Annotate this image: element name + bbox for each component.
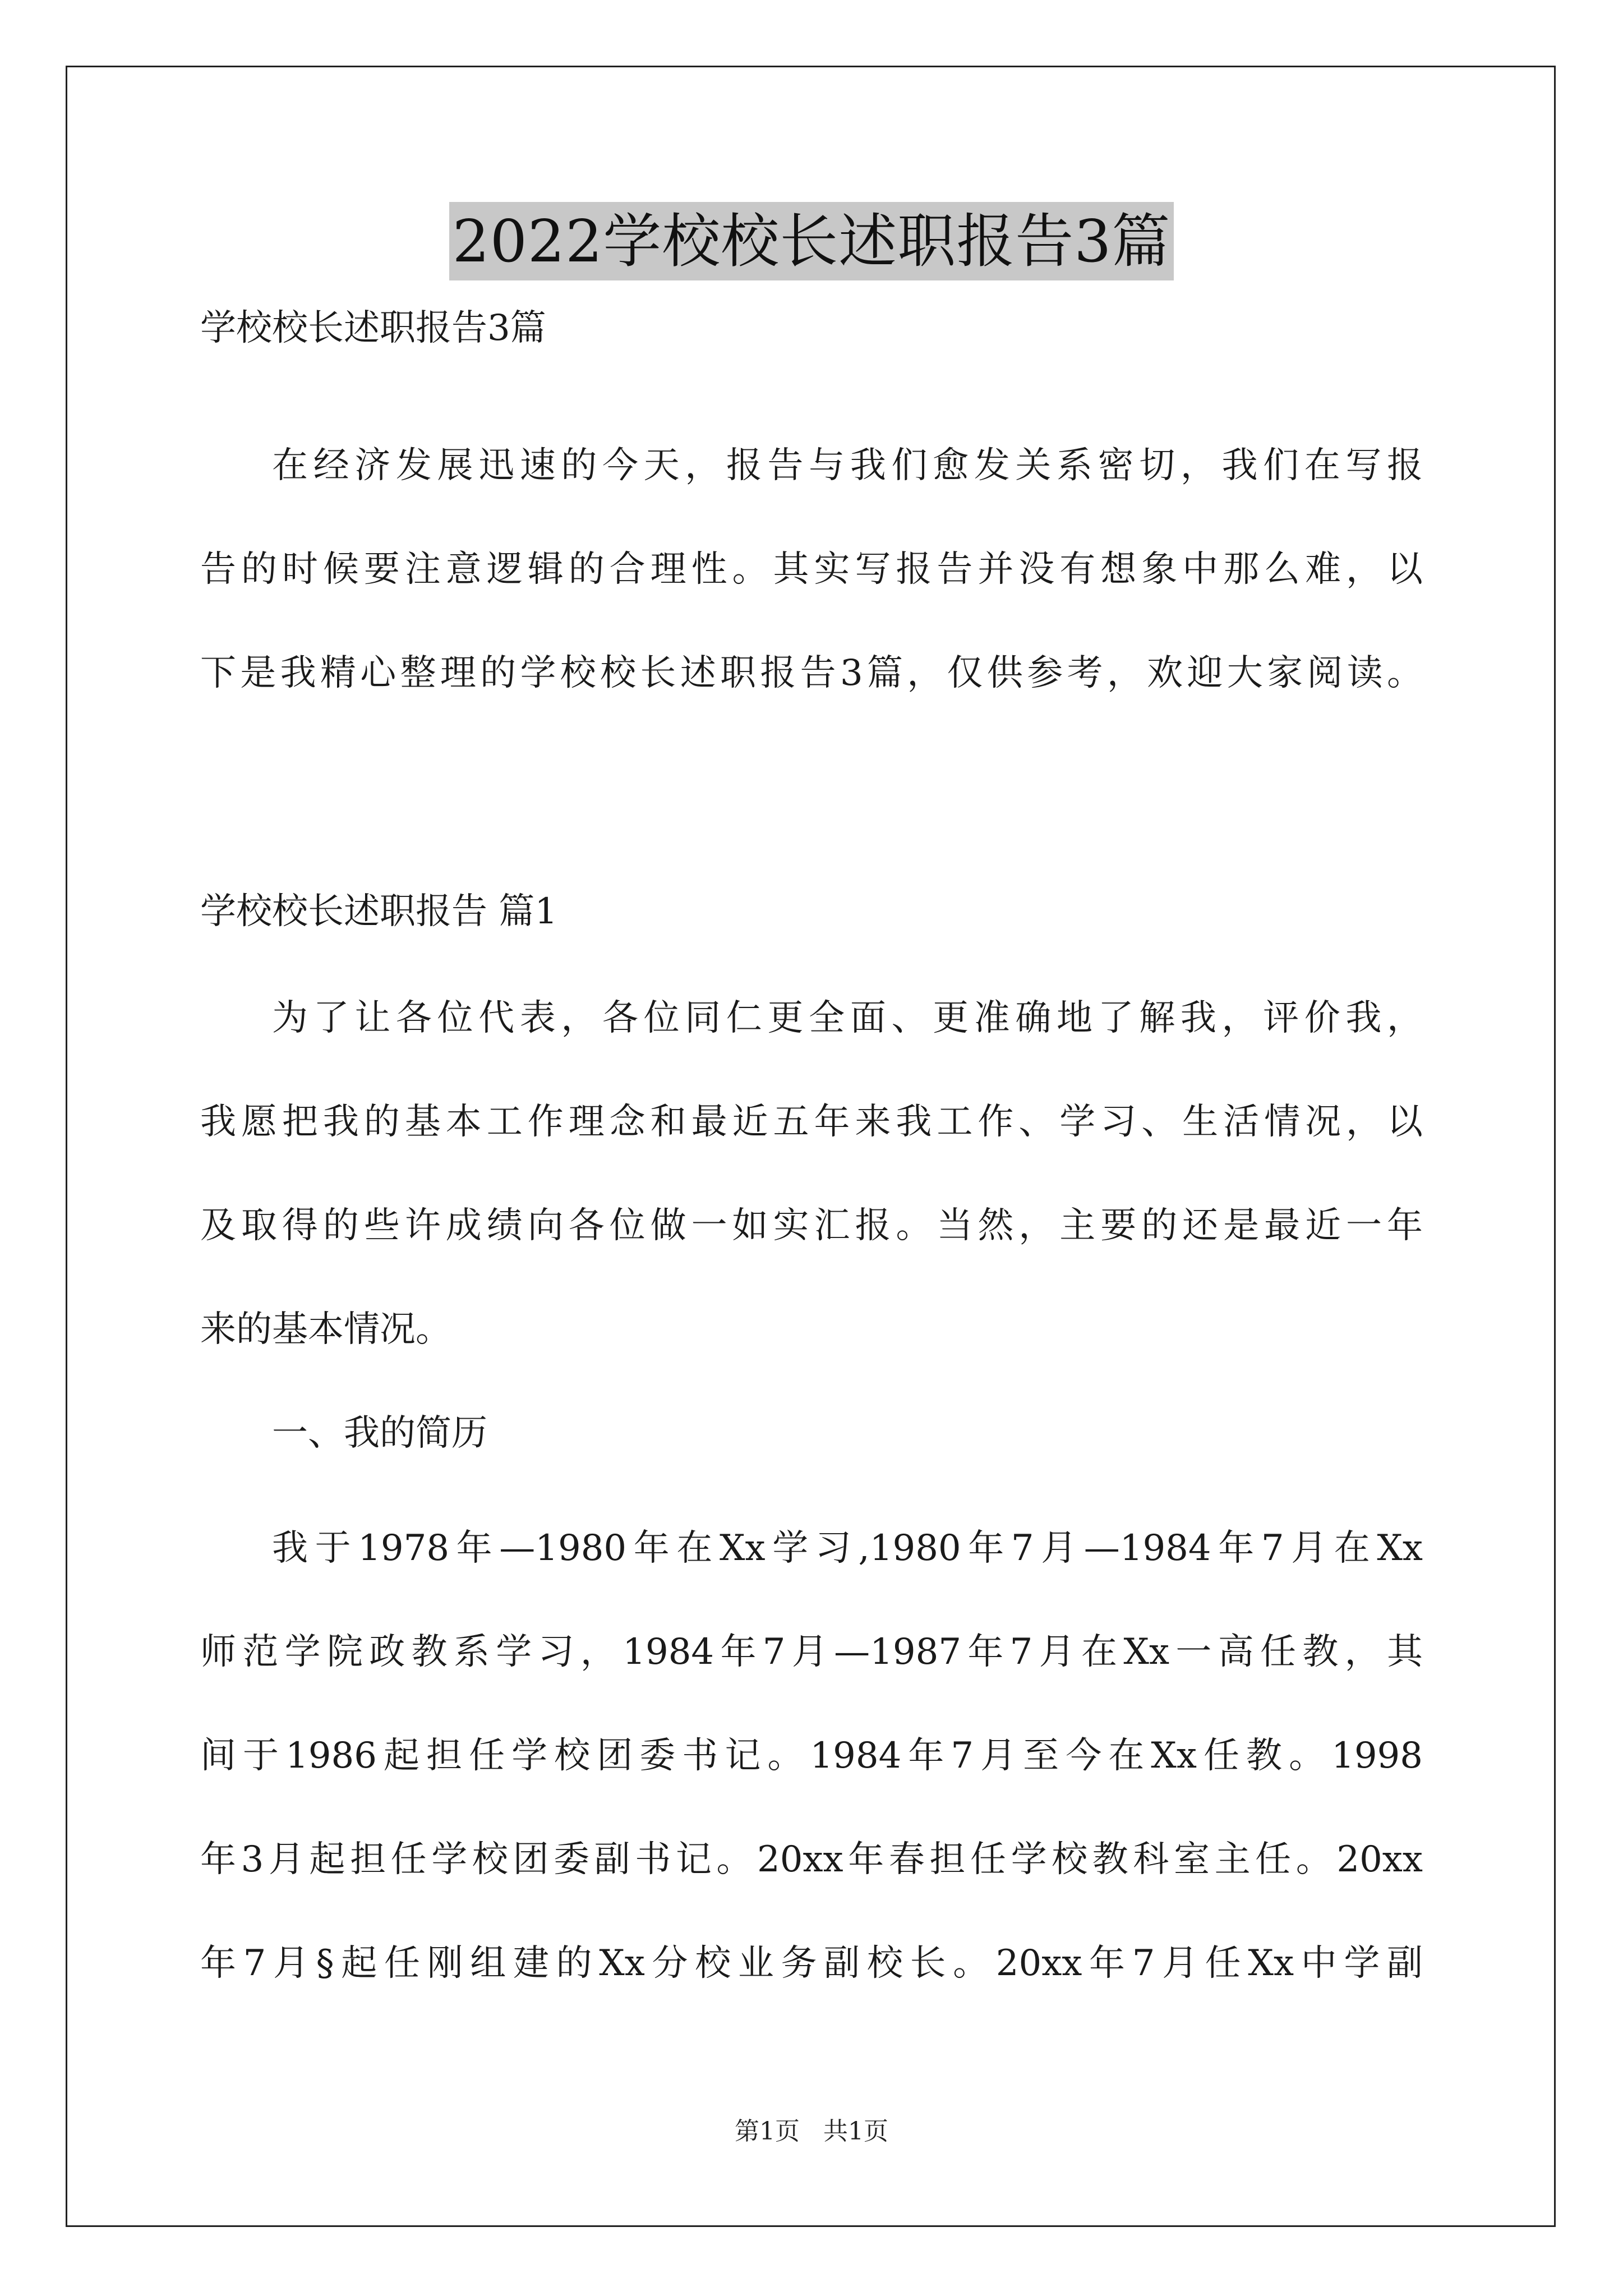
- intro-paragraph-line: 下是我精心整理的学校校长述职报告3篇，仅供参考，欢迎大家阅读。: [200, 652, 1423, 694]
- body-paragraph-line: 我愿把我的基本工作理念和最近五年来我工作、学习、生活情况，以: [200, 1101, 1423, 1143]
- page-number: 第1页: [735, 2117, 800, 2146]
- body-paragraph-line: 师范学院政教系学习，1984年7月—1987年7月在Xx一高任教，其: [200, 1631, 1423, 1673]
- section-heading: 学校校长述职报告3篇: [200, 307, 546, 349]
- body-paragraph-line: 我于1978年—1980年在Xx学习,1980年7月—1984年7月在Xx: [272, 1527, 1423, 1569]
- section-heading: 学校校长述职报告 篇1: [200, 891, 558, 932]
- page-footer: [0, 2116, 1623, 2147]
- subsection-heading: 一、我的简历: [272, 1412, 487, 1454]
- body-paragraph-line: 及取得的些许成绩向各位做一如实汇报。当然，主要的还是最近一年: [200, 1205, 1423, 1246]
- body-paragraph-line: 为了让各位代表，各位同仁更全面、更准确地了解我，评价我，: [272, 997, 1423, 1039]
- body-paragraph-line: 来的基本情况。: [200, 1309, 451, 1350]
- title-container: [0, 202, 1623, 280]
- body-paragraph-line: 年3月起担任学校团委副书记。20xx年春担任学校教科室主任。20xx: [200, 1839, 1423, 1880]
- intro-paragraph-line: 告的时候要注意逻辑的合理性。其实写报告并没有想象中那么难，以: [200, 549, 1423, 590]
- total-pages: 共1页: [823, 2117, 888, 2146]
- page-border: [66, 66, 1556, 2227]
- intro-paragraph-line: 在经济发展迅速的今天，报告与我们愈发关系密切，我们在写报: [272, 445, 1423, 486]
- body-paragraph-line: 年7月§起任刚组建的Xx分校业务副校长。20xx年7月任Xx中学副: [200, 1943, 1423, 1984]
- document-title: 2022学校校长述职报告3篇: [449, 202, 1174, 280]
- body-paragraph-line: 间于1986起担任学校团委书记。1984年7月至今在Xx任教。1998: [200, 1735, 1423, 1777]
